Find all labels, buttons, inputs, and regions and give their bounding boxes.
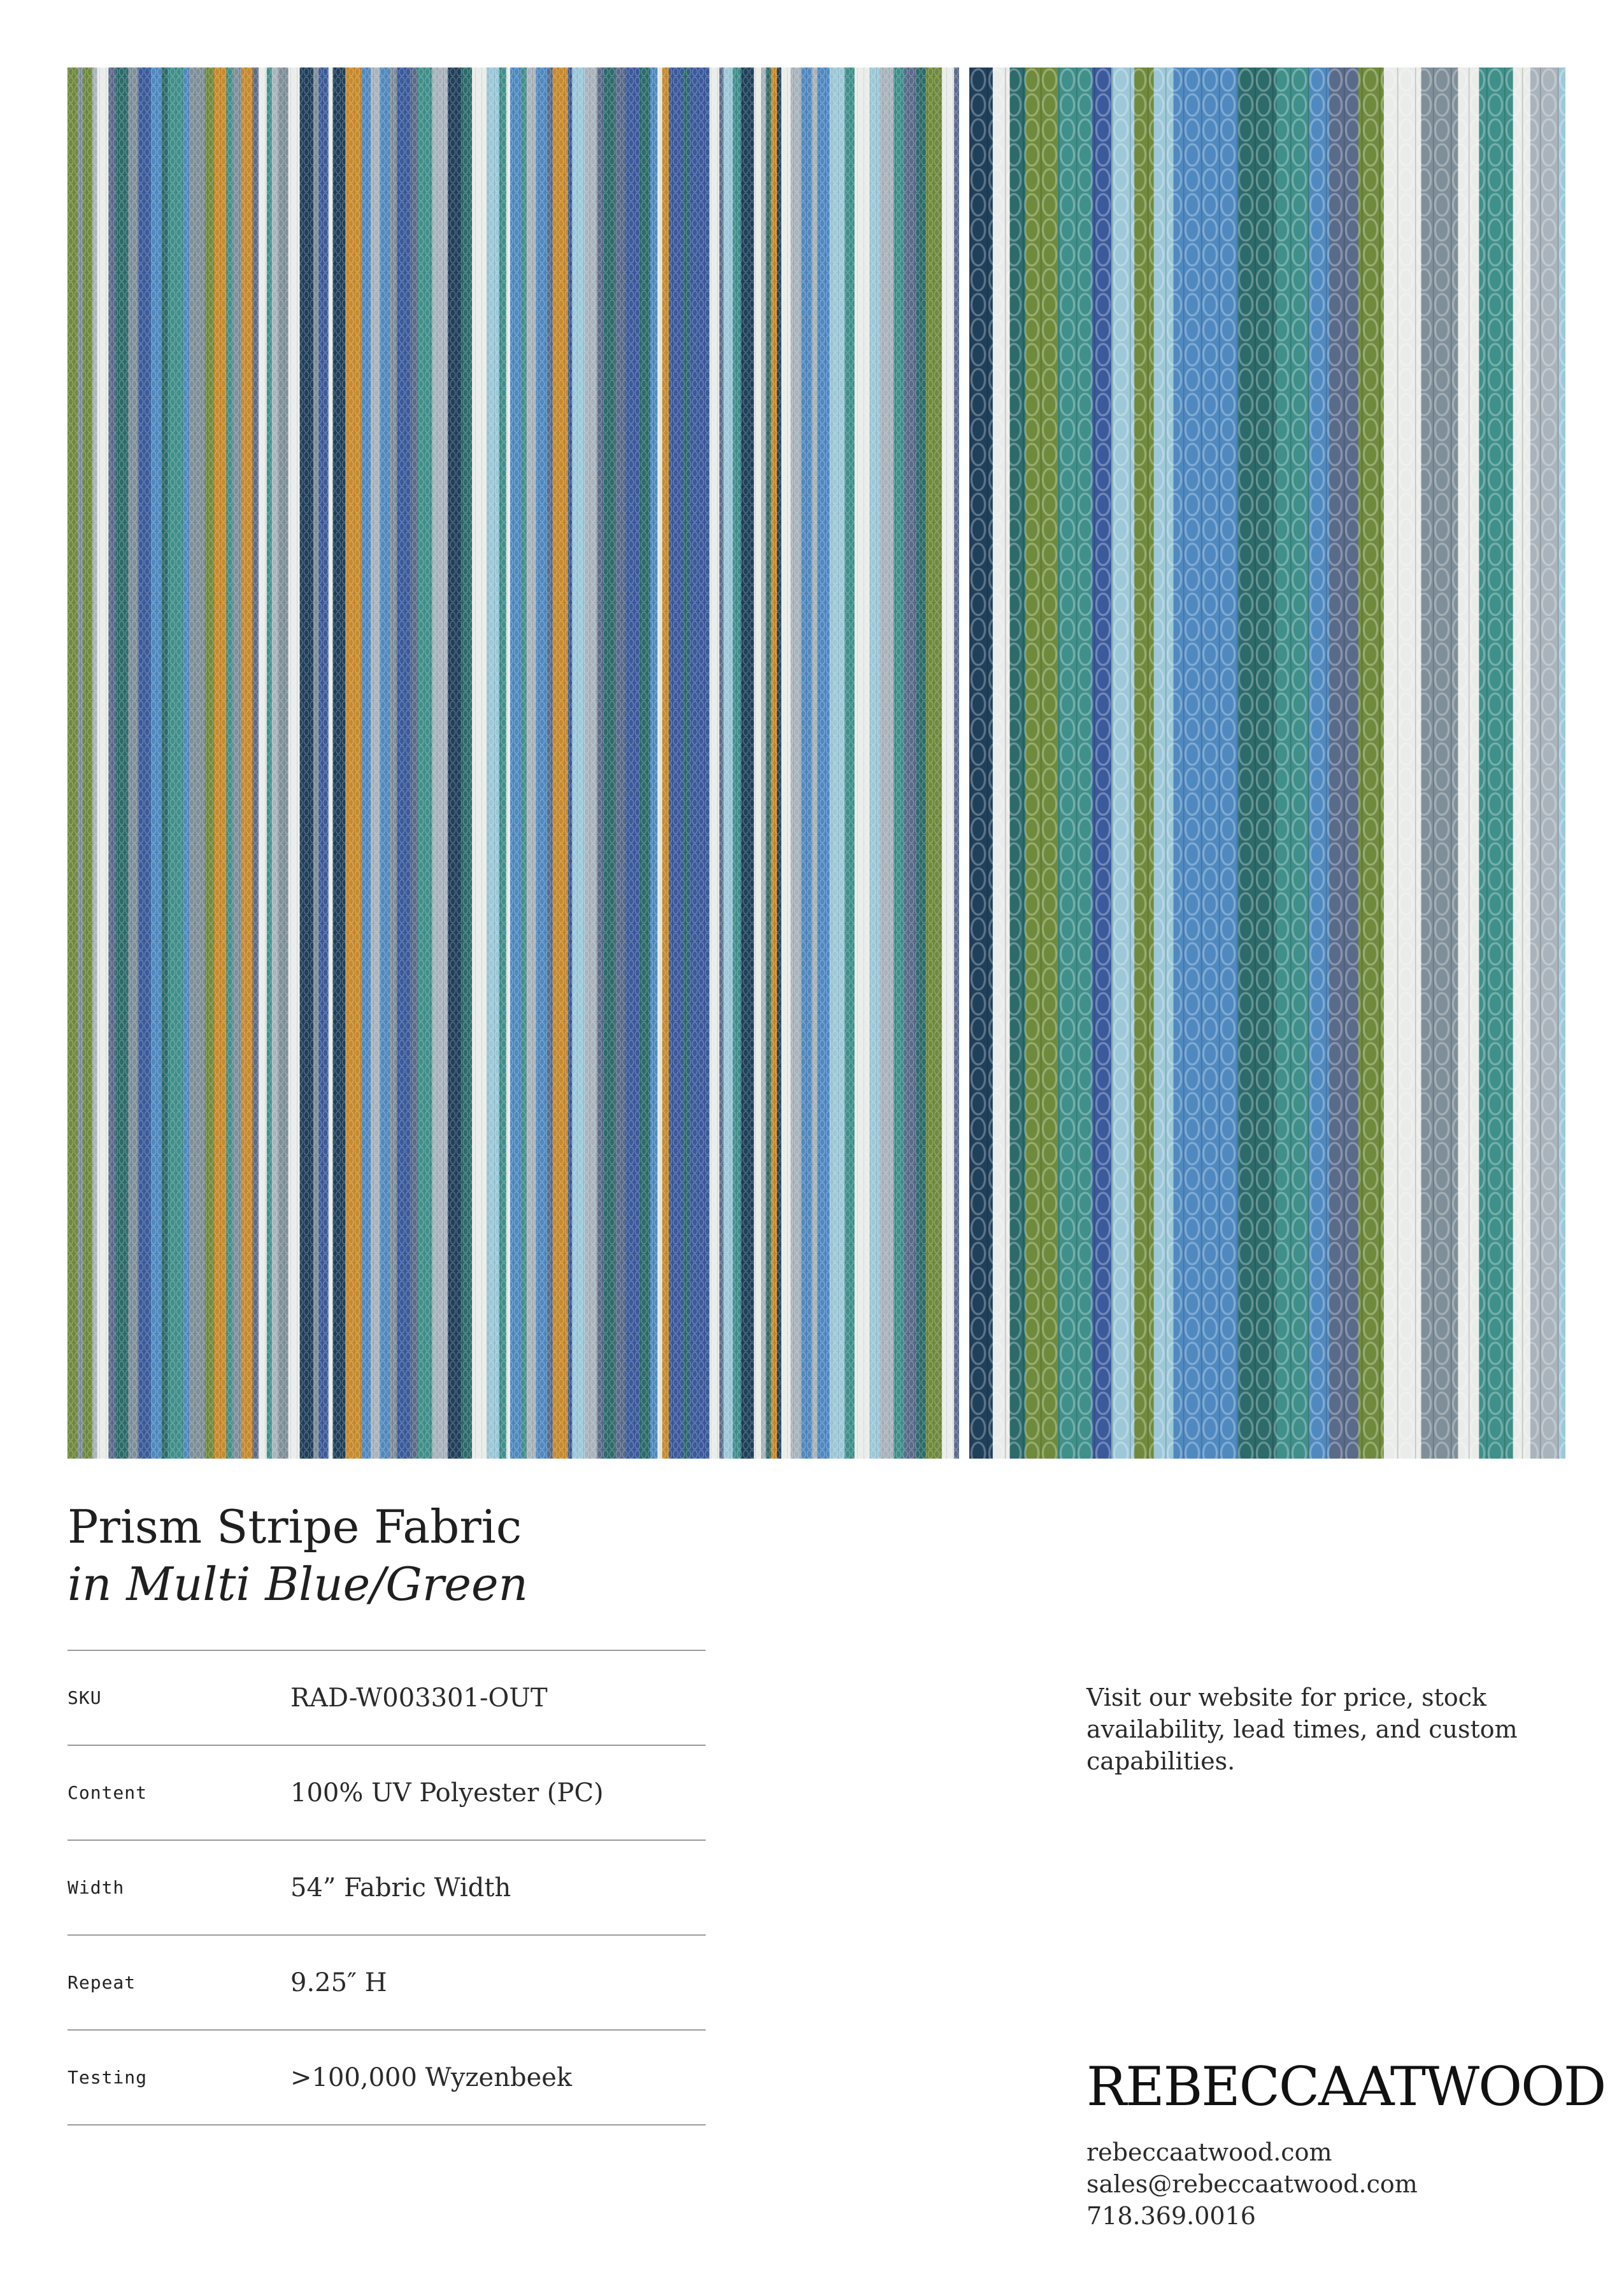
spec-value: 100% UV Polyester (PC) [290,1778,604,1808]
spec-row-repeat [68,1936,706,2031]
product-colorway: in Multi Blue/Green [68,1557,528,1611]
contact-block [1086,2136,1418,2232]
spec-row-testing [68,2031,706,2125]
spec-label: Content [68,1782,148,1803]
spec-row-width [68,1841,706,1936]
fabric-swatch-detail [969,68,1565,1459]
spec-table [68,1650,706,2125]
visit-website-text: Visit our website for price, stock availability, lead times, and custom capabilities. [1086,1683,1518,1775]
spec-label: Repeat [68,1972,136,1993]
product-title: Prism Stripe Fabric [68,1500,522,1554]
email-link[interactable]: sales@rebeccaatwood.com [1086,2170,1418,2198]
fabric-swatch-main [68,68,959,1459]
spec-label: Width [68,1877,125,1898]
brand-logo: REBECCAATWOOD [1086,2055,1606,2118]
website-link[interactable]: rebeccaatwood.com [1086,2138,1332,2166]
phone-number: 718.369.0016 [1086,2202,1256,2230]
fabric-swatch-full-icon [68,68,959,1459]
spec-value: 54” Fabric Width [290,1873,511,1903]
spec-value: >100,000 Wyzenbeek [290,2062,573,2092]
fabric-swatch-closeup-icon [969,68,1565,1459]
spec-value: 9.25″ H [290,1968,387,1997]
spec-row-content [68,1746,706,1841]
spec-label: SKU [68,1687,102,1708]
spec-value: RAD-W003301-OUT [290,1683,548,1713]
spec-label: Testing [68,2067,148,2088]
spec-row-sku [68,1651,706,1746]
